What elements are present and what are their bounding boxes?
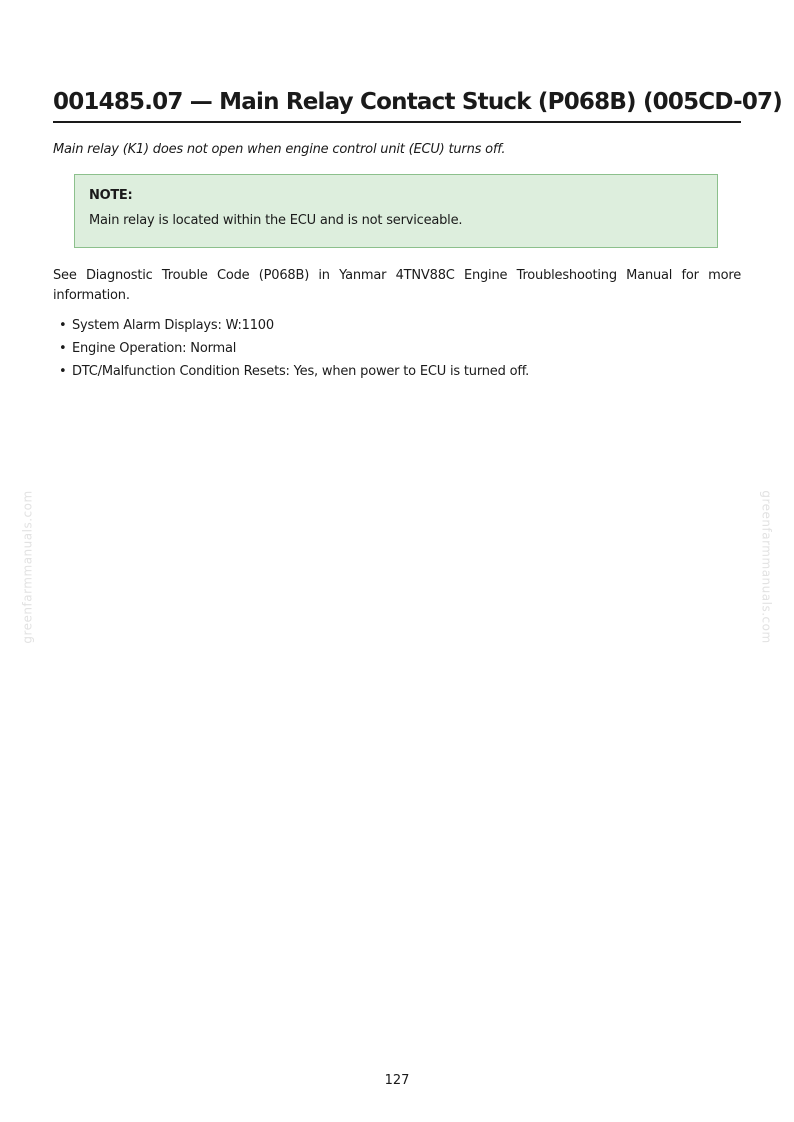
watermark-left: greenfarmmanuals.com [20,490,35,644]
body-paragraph: See Diagnostic Trouble Code (P068B) in Yanmar 4TNV88C Engine Troubleshooting Manual for more information. [53,268,741,303]
bullet-icon: • [59,364,67,379]
list-item [53,360,741,383]
list-item-text: Engine Operation: Normal [72,341,237,356]
list-item [53,337,741,360]
page-title: 001485.07 — Main Relay Contact Stuck (P068B) (005CD-07) [53,86,741,123]
bullet-icon: • [59,341,67,356]
list-item-text: DTC/Malfunction Condition Resets: Yes, when power to ECU is turned off. [72,364,530,379]
page-number: 127 [384,1073,410,1088]
note-text: Main relay is located within the ECU and is not serviceable. [89,213,463,228]
list-item-text: System Alarm Displays: W:1100 [72,318,274,333]
watermark-right: greenfarmmanuals.com [759,490,774,644]
bullet-icon: • [59,318,67,333]
bullet-list [53,314,741,383]
note-heading: NOTE: [89,188,133,203]
subtitle: Main relay (K1) does not open when engine control unit (ECU) turns off. [53,142,506,157]
note-box [74,174,718,248]
list-item [53,314,741,337]
